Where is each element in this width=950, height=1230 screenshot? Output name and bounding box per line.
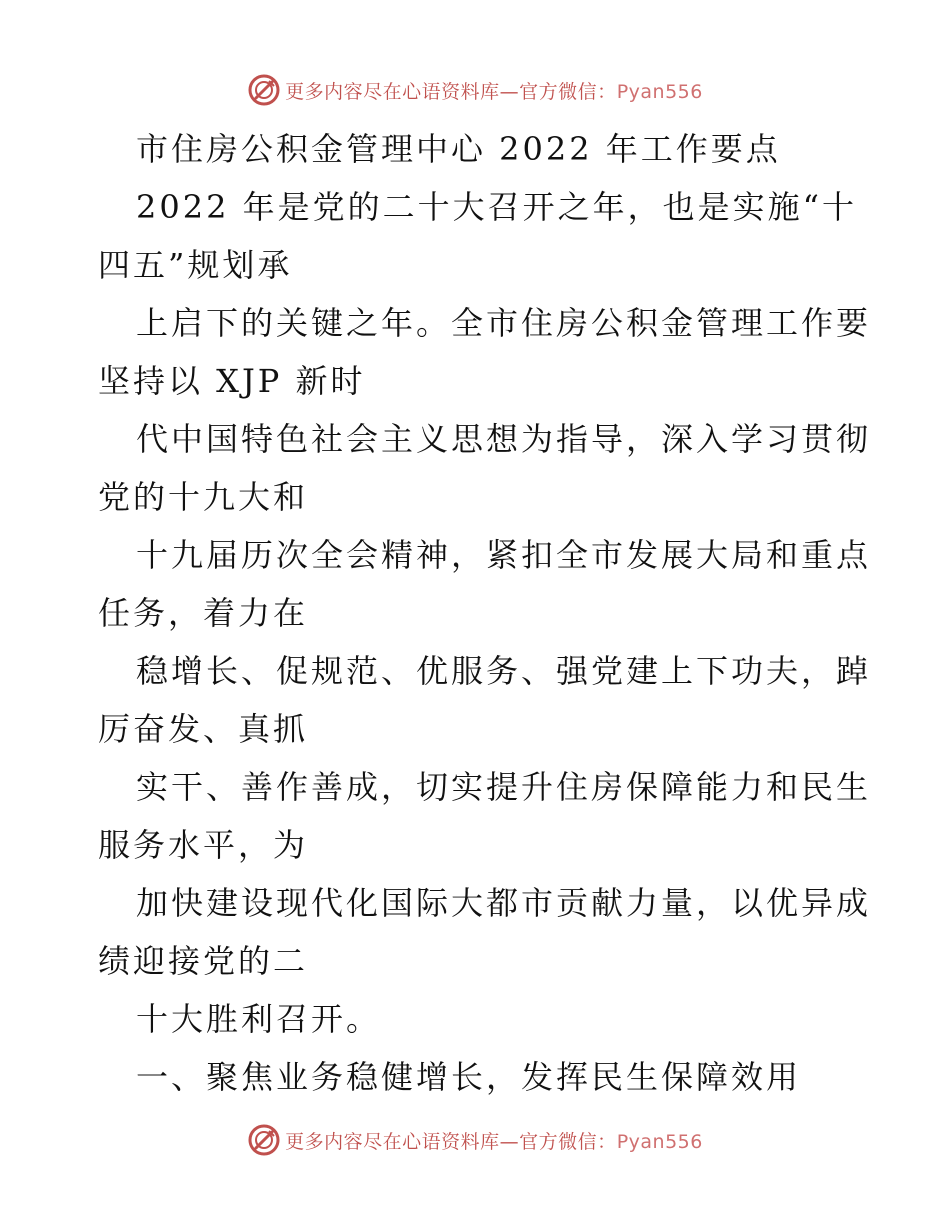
watermark-text: 更多内容尽在心语资料库	[285, 80, 500, 103]
paragraph-line: 代中国特色社会主义思想为指导，深入学习贯彻	[136, 420, 872, 458]
paragraph-line: 十九届历次全会精神，紧扣全市发展大局和重点	[136, 536, 872, 574]
paragraph-line: 上启下的关键之年。全市住房公积金管理工作要	[136, 304, 872, 342]
document-title: 市住房公积金管理中心 2022 年工作要点	[136, 130, 781, 168]
paragraph-line: 2022 年是党的二十大召开之年，也是实施“十	[136, 188, 857, 226]
paragraph-line: 四五”规划承	[98, 246, 293, 284]
paragraph-line: 党的十九大和	[98, 478, 309, 516]
paragraph-line: 坚持以 XJP 新时	[98, 362, 366, 400]
paragraph-line: 十大胜利召开。	[136, 1000, 382, 1038]
watermark-suffix: 官方微信：	[519, 1130, 617, 1153]
document-body	[98, 120, 872, 1106]
watermark-id: Pyan556	[616, 1130, 703, 1153]
watermark-dash: —	[499, 1130, 520, 1153]
paragraph-line: 加快建设现代化国际大都市贡献力量，以优异成	[136, 884, 872, 922]
paragraph-line: 稳增长、促规范、优服务、强党建上下功夫，踔	[136, 652, 872, 690]
section-heading: 一、聚焦业务稳健增长，发挥民生保障效用	[136, 1058, 802, 1096]
paragraph-line: 任务，着力在	[98, 594, 309, 632]
watermark-dash: —	[499, 80, 520, 103]
watermark-id: Pyan556	[616, 80, 703, 103]
paragraph-line: 实干、善作善成，切实提升住房保障能力和民生	[136, 768, 872, 806]
paragraph-line: 绩迎接党的二	[98, 942, 309, 980]
watermark-footer	[0, 1120, 950, 1160]
paragraph-line: 服务水平，为	[98, 826, 309, 864]
pen-seal-icon	[247, 73, 281, 107]
watermark-text: 更多内容尽在心语资料库	[285, 1130, 500, 1153]
pen-seal-icon	[247, 1123, 281, 1157]
paragraph-line: 厉奋发、真抓	[98, 710, 309, 748]
watermark-header	[0, 70, 950, 110]
watermark-suffix: 官方微信：	[519, 80, 617, 103]
